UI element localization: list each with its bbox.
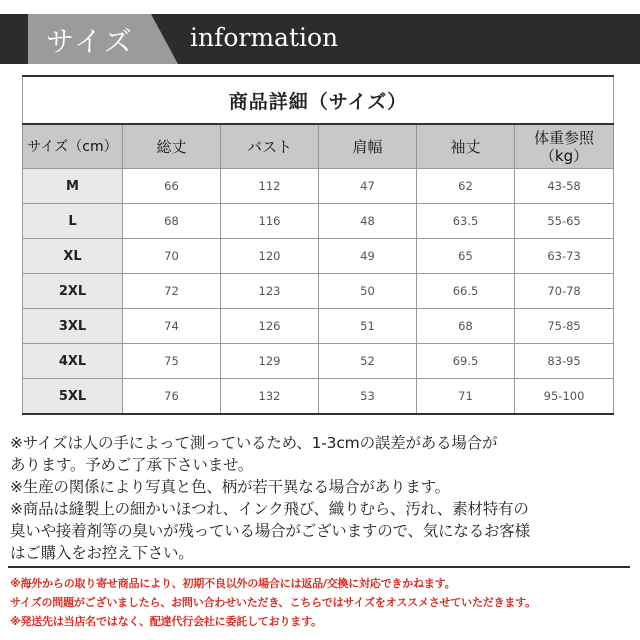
table-cell: 68	[417, 309, 515, 344]
table-cell: 52	[319, 344, 417, 379]
table-cell: 75	[123, 344, 221, 379]
table-cell: 53	[319, 379, 417, 415]
table-cell: 112	[221, 169, 319, 204]
column-header: 肩幅	[319, 124, 417, 169]
table-cell: 120	[221, 239, 319, 274]
table-cell: 83-95	[515, 344, 614, 379]
warning-line: ※発送先は当店名ではなく、配達代行会社に委託しております。	[10, 615, 322, 628]
table-cell: 63.5	[417, 204, 515, 239]
header-tab-label: サイズ	[46, 25, 134, 58]
notes-section	[10, 432, 635, 564]
table-cell: 43-58	[515, 169, 614, 204]
table-cell: 65	[417, 239, 515, 274]
table-cell: 74	[123, 309, 221, 344]
column-header: 体重参照 （kg）	[515, 124, 614, 169]
table-header-row	[23, 124, 614, 169]
size-label-cell: 5XL	[23, 379, 123, 415]
note-line: 臭いや接着剤等の臭いが残っている場合がございますので、気になるお客様	[10, 522, 530, 540]
table-title: 商品詳細（サイズ）	[23, 76, 614, 124]
table-cell: 95-100	[515, 379, 614, 415]
warning-line: ※海外からの取り寄せ商品により、初期不良以外の場合には返品/交換に対応できかねます。	[10, 577, 456, 590]
table-row	[23, 169, 614, 204]
size-label-cell: 2XL	[23, 274, 123, 309]
size-label-cell: M	[23, 169, 123, 204]
table-cell: 70-78	[515, 274, 614, 309]
table-row	[23, 379, 614, 415]
table-cell: 76	[123, 379, 221, 415]
table-cell: 129	[221, 344, 319, 379]
header-band	[0, 14, 640, 64]
table-cell: 75-85	[515, 309, 614, 344]
header-info-label: information	[190, 23, 339, 52]
size-label-cell: 4XL	[23, 344, 123, 379]
table-cell: 70	[123, 239, 221, 274]
note-line: はご購入をお控え下さい。	[10, 544, 194, 562]
column-header: サイズ（cm）	[23, 124, 123, 169]
table-row	[23, 239, 614, 274]
table-cell: 71	[417, 379, 515, 415]
table-cell: 116	[221, 204, 319, 239]
size-label-cell: L	[23, 204, 123, 239]
column-header: 袖丈	[417, 124, 515, 169]
table-cell: 48	[319, 204, 417, 239]
table-cell: 62	[417, 169, 515, 204]
warning-line: サイズの問題がございましたら、お問い合わせいただき、こちらではサイズをオススメさせていただきます。	[10, 596, 536, 609]
note-line: あります。予めご了承下さいませ。	[10, 456, 254, 474]
table-cell: 72	[123, 274, 221, 309]
table-row	[23, 204, 614, 239]
table-cell: 123	[221, 274, 319, 309]
warning-section	[10, 574, 635, 631]
table-cell: 69.5	[417, 344, 515, 379]
note-line: ※商品は縫製上の細かいほつれ、インク飛び、織りむら、汚れ、素材特有の	[10, 500, 529, 518]
size-label-cell: 3XL	[23, 309, 123, 344]
column-header: バスト	[221, 124, 319, 169]
note-line: ※生産の関係により写真と色、柄が若干異なる場合があります。	[10, 478, 450, 496]
size-table	[22, 75, 614, 415]
table-body	[23, 169, 614, 415]
table-cell: 132	[221, 379, 319, 415]
separator-line	[8, 566, 630, 568]
table-cell: 126	[221, 309, 319, 344]
table-cell: 66.5	[417, 274, 515, 309]
column-header: 総丈	[123, 124, 221, 169]
table-cell: 55-65	[515, 204, 614, 239]
table-cell: 68	[123, 204, 221, 239]
table-cell: 63-73	[515, 239, 614, 274]
note-line: ※サイズは人の手によって測っているため、1-3cmの誤差がある場合が	[10, 434, 498, 452]
table-row	[23, 344, 614, 379]
table-row	[23, 274, 614, 309]
table-cell: 51	[319, 309, 417, 344]
table-cell: 66	[123, 169, 221, 204]
size-label-cell: XL	[23, 239, 123, 274]
table-cell: 50	[319, 274, 417, 309]
table-cell: 49	[319, 239, 417, 274]
table-cell: 47	[319, 169, 417, 204]
table-row	[23, 309, 614, 344]
